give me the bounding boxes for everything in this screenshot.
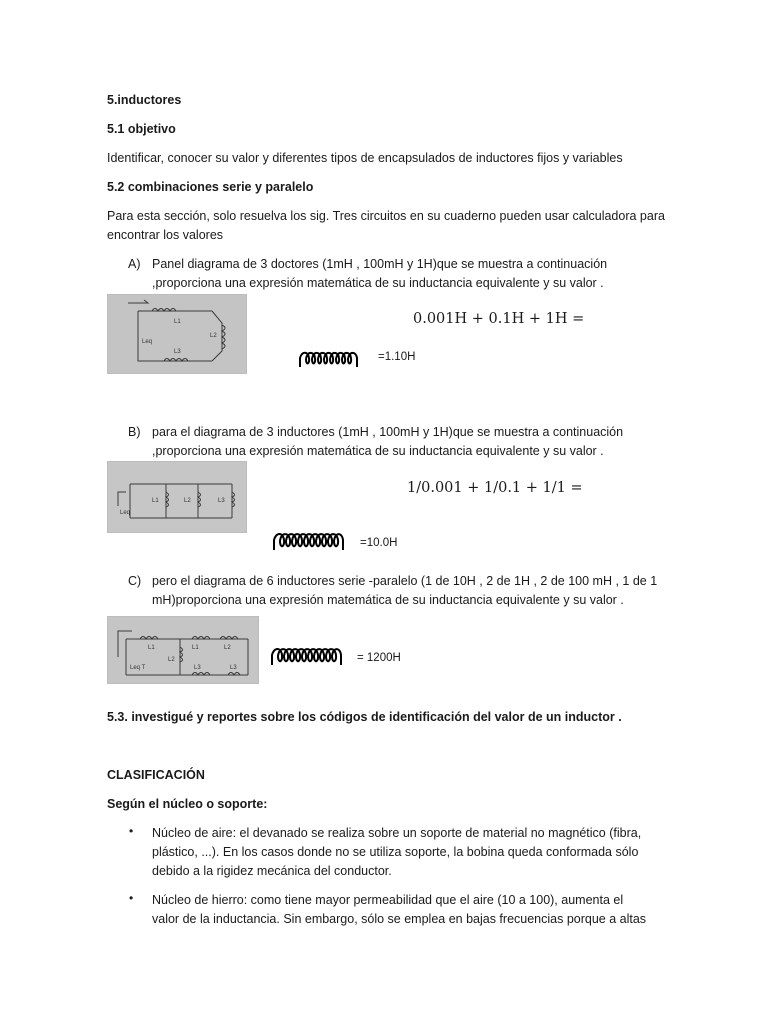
photo-label-l2-a: L2	[224, 645, 231, 651]
item-a-line-2: ,proporciona una expresión matemática de su inductancia equivalente y su valor .	[152, 276, 604, 290]
bullet-1-line-2: plástico, ...). En los casos donde no se utiliza soporte, la bobina queda conformada sólo	[152, 845, 639, 859]
item-b-marker: B)	[128, 425, 141, 439]
equation-a: 0.001H + 0.1H + 1H =	[413, 311, 585, 327]
result-b: =10.0H	[360, 537, 398, 549]
series-parallel-circuit-diagram	[108, 617, 258, 683]
photo-label-l2-b: L2	[168, 657, 175, 663]
inductor-coil-icon	[272, 531, 348, 553]
objetivo-heading: 5.1 objetivo	[107, 122, 176, 136]
photo-label-l3: L3	[174, 349, 181, 355]
bullet-marker: •	[129, 824, 134, 838]
item-c-line-1: pero el diagrama de 6 inductores serie -paralelo (1 de 10H , 2 de 1H , 2 de 100 mH , 1 de 1	[152, 574, 658, 588]
circuit-photo-b	[107, 461, 247, 533]
bullet-marker: •	[129, 891, 134, 905]
clasificacion-heading: CLASIFICACIÓN	[107, 768, 205, 782]
photo-label-l1-a: L1	[148, 645, 155, 651]
series-circuit-diagram	[108, 295, 246, 373]
result-a: =1.10H	[378, 351, 416, 363]
objetivo-text: Identificar, conocer su valor y diferentes tipos de encapsulados de inductores fijos y variables	[107, 151, 623, 165]
photo-label-leq: Leq	[142, 339, 153, 345]
item-b-line-1: para el diagrama de 3 inductores (1mH , 100mH y 1H)que se muestra a continuación	[152, 425, 624, 439]
bullet-1-line-1: Núcleo de aire: el devanado se realiza sobre un soporte de material no magnético (fibra,	[152, 826, 642, 840]
intro-line-2: encontrar los valores	[107, 228, 224, 242]
inductor-coil-icon	[298, 350, 364, 370]
bullet-1-line-3: debido a la rigidez mecánica del conductor.	[152, 864, 392, 878]
item-a-marker: A)	[128, 257, 141, 271]
equation-b: 1/0.001 + 1/0.1 + 1/1 =	[407, 480, 583, 496]
section-title: 5.inductores	[107, 93, 182, 107]
bullet-2-line-2: valor de la inductancia. Sin embargo, sólo se emplea en bajas frecuencias porque a altas	[152, 912, 647, 926]
photo-label-l3: L3	[218, 498, 225, 504]
circuit-photo-c	[107, 616, 259, 684]
item-a-line-1: Panel diagrama de 3 doctores (1mH , 100mH y 1H)que se muestra a continuación	[152, 257, 608, 271]
photo-label-l1: L1	[174, 319, 181, 325]
combinaciones-heading: 5.2 combinaciones serie y paralelo	[107, 180, 314, 194]
photo-label-l2: L2	[184, 498, 191, 504]
result-c: = 1200H	[357, 652, 401, 664]
photo-label-l1: L1	[152, 498, 159, 504]
item-c-marker: C)	[128, 574, 142, 588]
bullet-2-line-1: Núcleo de hierro: como tiene mayor permeabilidad que el aire (10 a 100), aumenta el	[152, 893, 624, 907]
photo-label-l3-a: L3	[194, 665, 201, 671]
item-b-line-2: ,proporciona una expresión matemática de su inductancia equivalente y su valor .	[152, 444, 604, 458]
parallel-circuit-diagram	[108, 462, 246, 532]
photo-label-leq: Leq T	[130, 665, 146, 671]
photo-label-leq: Leq	[120, 510, 131, 516]
inductor-coil-icon	[270, 646, 346, 668]
intro-line-1: Para esta sección, solo resuelva los sig. Tres circuitos en su cuaderno pueden usar calculadora para	[107, 209, 665, 223]
photo-label-l3-b: L3	[230, 665, 237, 671]
photo-label-l2: L2	[210, 333, 217, 339]
circuit-photo-a	[107, 294, 247, 374]
clasificacion-subheading: Según el núcleo o soporte:	[107, 797, 268, 811]
codigos-heading: 5.3. investigué y reportes sobre los códigos de identificación del valor de un inductor .	[107, 710, 622, 724]
photo-label-l1-b: L1	[192, 645, 199, 651]
item-c-line-2: mH)proporciona una expresión matemática de su inductancia equivalente y su valor .	[152, 593, 624, 607]
